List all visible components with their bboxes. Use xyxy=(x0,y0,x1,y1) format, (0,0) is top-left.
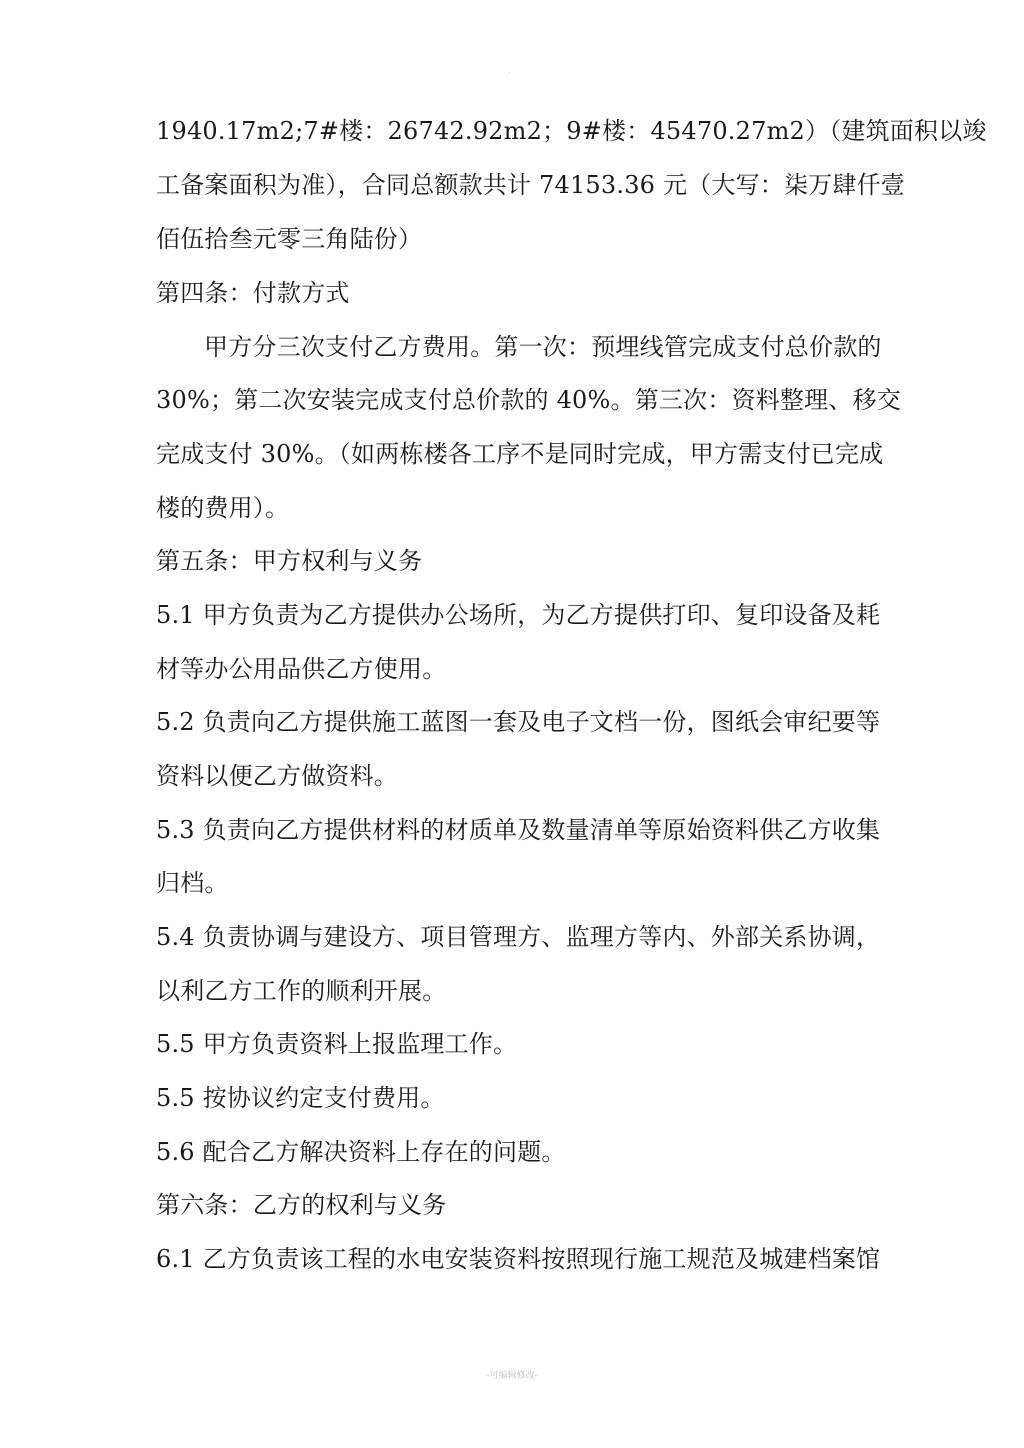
contract-text-line: 30%；第二次安装完成支付总价款的 40%。第三次：资料整理、移交 xyxy=(156,386,901,414)
clause-5-2: 5.2 负责向乙方提供施工蓝图一套及电子文档一份，图纸会审纪要等 xyxy=(156,708,881,736)
clause-5-6: 5.6 配合乙方解决资料上存在的问题。 xyxy=(156,1138,566,1166)
clause-5-3: 5.3 负责向乙方提供材料的材质单及数量清单等原始资料供乙方收集 xyxy=(156,816,881,844)
clause-5-5: 5.5 甲方负责资料上报监理工作。 xyxy=(156,1030,518,1058)
contract-text-line: 1940.17m2;7#楼：26742.92m2；9#楼：45470.27m2）（建筑面积以竣 xyxy=(156,117,987,145)
contract-text-line: 工备案面积为准），合同总额款共计 74153.36 元（大写：柒万肆仟壹 xyxy=(156,171,905,199)
contract-text-line: 完成支付 30%。（如两栋楼各工序不是同时完成，甲方需支付已完成 xyxy=(156,440,884,468)
clause-5-5b: 5.5 按协议约定支付费用。 xyxy=(156,1084,445,1112)
section-heading-party-a: 第五条：甲方权利与义务 xyxy=(156,547,423,575)
footer-editable-mark: -可编辑修改- xyxy=(486,1371,538,1381)
contract-text-line: 资料以便乙方做资料。 xyxy=(156,762,398,790)
contract-text-line: 佰伍拾叁元零三角陆份） xyxy=(156,225,423,253)
contract-text-line: 以利乙方工作的顺利开展。 xyxy=(156,977,447,1005)
contract-text-line: 归档。 xyxy=(156,869,229,897)
section-heading-party-b: 第六条：乙方的权利与义务 xyxy=(156,1191,447,1219)
section-heading-payment: 第四条：付款方式 xyxy=(156,279,350,307)
contract-text-line: 材等办公用品供乙方使用。 xyxy=(156,655,447,683)
page-top-mark: . xyxy=(508,66,511,75)
contract-text-line: 楼的费用）。 xyxy=(156,494,290,522)
contract-text-line: 甲方分三次支付乙方费用。第一次：预埋线管完成支付总价款的 xyxy=(204,333,882,361)
clause-5-4: 5.4 负责协调与建设方、项目管理方、监理方等内、外部关系协调， xyxy=(156,923,881,951)
clause-5-1: 5.1 甲方负责为乙方提供办公场所，为乙方提供打印、复印设备及耗 xyxy=(156,601,881,629)
clause-6-1: 6.1 乙方负责该工程的水电安装资料按照现行施工规范及城建档案馆 xyxy=(156,1245,881,1273)
